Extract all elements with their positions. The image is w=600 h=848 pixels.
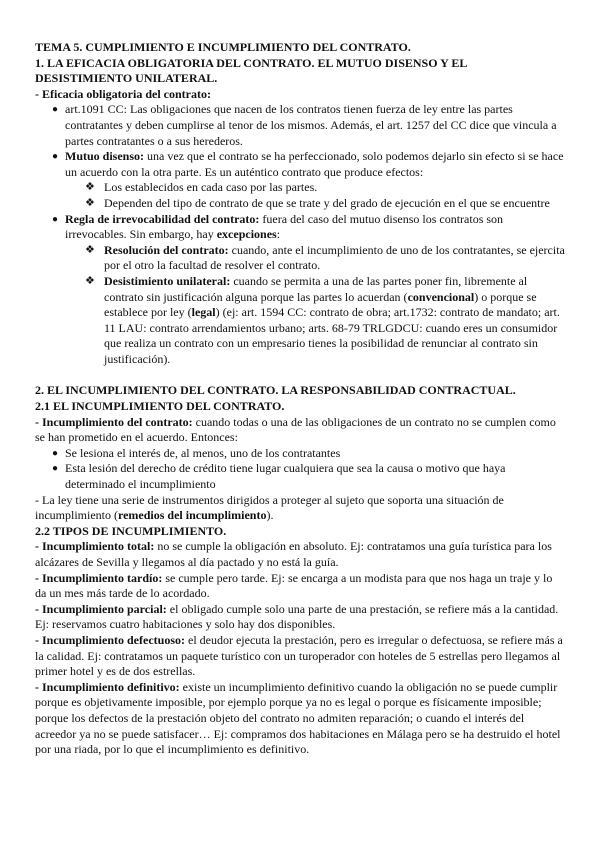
resolucion-text: cuando, ante el incumplimiento de uno de los contratantes, se ejercita por el otro la facultad de resolver el contrato. <box>104 242 565 273</box>
irrevocabilidad-label: Regla de irrevocabilidad del contrato: <box>65 211 260 226</box>
mutuo-disenso-text: una vez que el contrato se ha perfeccionado, solo podemos dejarlo sin efecto si se hace un acuerdo con la otra parte. Es un auténtico contrato que produce efectos: <box>65 149 564 179</box>
section-2-1-heading: 2.1 EL INCUMPLIMIENTO DEL CONTRATO. <box>35 399 285 414</box>
section-spacer <box>35 367 565 383</box>
mutuo-disenso-label: Mutuo disenso: <box>65 149 145 164</box>
ley-text: - La ley tiene una serie de instrumentos dirigidos a proteger al sujeto que soporta una situación de incumplimiento ( <box>35 492 504 523</box>
section-1-heading: 1. LA EFICACIA OBLIGATORIA DEL CONTRATO. EL MUTUO DISENSO Y EL DESISTIMIENTO UNILATERAL. <box>35 55 467 86</box>
parcial-label: - Incumplimiento parcial: <box>35 601 167 616</box>
total-text: no se cumple la obligación en absoluto. Ej: contratamos una guía turística para los alcázares de Sevilla y llegamos al día pactado y no está la guía. <box>35 539 552 569</box>
sub-list-item <box>35 180 565 196</box>
diamond-bullet-icon: ❖ <box>85 196 95 209</box>
list-item-text: Esta lesión del derecho de crédito tiene lugar cualquiera que sea la causa o motivo que haya determinado el incumplimiento <box>65 461 506 492</box>
incumplimiento-text: cuando todas o una de las obligaciones de un contrato no se cumplen como se han prometido en el acuerdo. Entonces: <box>35 414 556 445</box>
convencional-bold: convencional <box>407 289 475 304</box>
incumplimiento-label: - Incumplimiento del contrato: <box>35 414 193 429</box>
legal-bold: legal <box>191 305 216 320</box>
bullet-icon: ● <box>52 447 59 459</box>
tipo-parcial-paragraph <box>35 602 565 633</box>
bullet-icon: ● <box>52 104 59 116</box>
ley-end-text: ). <box>266 508 274 523</box>
sub-list-item <box>35 243 565 274</box>
eficacia-list <box>35 102 565 367</box>
section-2-heading: 2. EL INCUMPLIMIENTO DEL CONTRATO. LA RESPONSABILIDAD CONTRACTUAL. <box>35 383 516 398</box>
list-item <box>35 102 565 149</box>
irrevocabilidad-text: fuera del caso del mutuo disenso los contratos son irrevocables. Sin embargo, hay <box>65 211 504 242</box>
tipo-definitivo-paragraph <box>35 680 565 758</box>
diamond-bullet-icon: ❖ <box>85 181 95 194</box>
eficacia-label-paragraph <box>35 87 565 103</box>
excepciones-sublist <box>35 243 565 368</box>
document-title: TEMA 5. CUMPLIMIENTO E INCUMPLIMIENTO DEL CONTRATO. <box>35 40 411 54</box>
bullet-icon: ● <box>52 151 59 163</box>
desistimiento-text-1: cuando se permita a una de las partes poner fin, libremente al contrato sin justificación alguna porque las partes lo acuerdan ( <box>104 273 528 304</box>
section-2-2-heading: 2.2 TIPOS DE INCUMPLIMIENTO. <box>35 523 227 538</box>
sub-list-item <box>35 274 565 368</box>
defectuoso-label: - Incumplimiento defectuoso: <box>35 632 185 647</box>
excepciones-bold: excepciones <box>216 227 277 242</box>
tipo-tardio-paragraph <box>35 571 565 602</box>
desistimiento-text-3: ) (ej: art. 1594 CC: contrato de obra; art.1732: contrato de mandato; art. 11 LAU: contrato arrendamientos urbano; arts. 68-79 TRLGDCU: cuando eres un consumidor que realiza un contrato con un empresario tienes la posibilidad de renunciar al contrato sin justificación). <box>104 305 560 366</box>
defectuoso-text: el deudor ejecuta la prestación, pero es irregular o defectuosa, se refiere más a la calidad. Ej: contratamos un paquete turístico con un turoperador con hoteles de 5 estrellas pero llegamos al primer hotel y es de dos estrellas. <box>35 632 563 679</box>
incumplimiento-list <box>35 446 565 493</box>
desistimiento-text-2: ) o porque se establece por ley ( <box>104 289 537 320</box>
desistimiento-label: Desistimiento unilateral: <box>104 273 231 288</box>
definitivo-text: existe un incumplimiento definitivo cuando la obligación no se puede cumplir porque es objetivamente imposible, por ejemplo porque ya no es legal o porque es físicamente imposible; porque los defectos de la prestación objeto del contrato no admiten reparación; o cuando el interés del acreedor ya no se puede satisfacer… Ej: compramos dos habitaciones en Málaga pero se ha destruido el hotel por una riada, por lo que el incumplimiento es definitivo. <box>35 679 561 757</box>
remedios-paragraph <box>35 493 565 524</box>
incumplimiento-paragraph <box>35 415 565 446</box>
list-item <box>35 149 565 211</box>
diamond-bullet-icon: ❖ <box>85 274 95 287</box>
total-label: - Incumplimiento total: <box>35 539 155 554</box>
colon-text: : <box>276 227 281 242</box>
remedios-bold: remedios del incumplimiento <box>118 508 267 523</box>
eficacia-label: - Eficacia obligatoria del contrato: <box>35 86 211 101</box>
sub-item-text: Dependen del tipo de contrato de que se trate y del grado de ejecución en el que se encuentre <box>104 195 550 210</box>
document-page <box>35 40 565 758</box>
bullet-icon: ● <box>52 213 59 225</box>
resolucion-label: Resolución del contrato: <box>104 242 229 257</box>
definitivo-label: - Incumplimiento definitivo: <box>35 679 180 694</box>
sub-list-item <box>35 196 565 212</box>
tardio-label: - Incumplimiento tardío: <box>35 570 163 585</box>
sub-item-text: Los establecidos en cada caso por las partes. <box>104 180 318 195</box>
mutuo-disenso-sublist <box>35 180 565 211</box>
list-item <box>35 446 565 462</box>
list-item <box>35 212 565 368</box>
tipo-defectuoso-paragraph <box>35 633 565 680</box>
diamond-bullet-icon: ❖ <box>85 243 95 256</box>
tardio-text: se cumple pero tarde. Ej: se encarga a un modista para que nos haga un traje y lo da un mes más tarde de lo acordado. <box>35 570 553 601</box>
tipo-total-paragraph <box>35 539 565 570</box>
bullet-icon: ● <box>52 463 59 475</box>
list-item <box>35 461 565 492</box>
list-item-text: Se lesiona el interés de, al menos, uno de los contratantes <box>65 445 341 460</box>
parcial-text: el obligado cumple solo una parte de una prestación, se refiere más a la cantidad. Ej: reservamos cuatro habitaciones y solo hay dos disponibles. <box>35 601 559 632</box>
art-1091-text: art.1091 CC: Las obligaciones que nacen de los contratos tienen fuerza de ley entre las partes contratantes y deben cumplirse al tenor de los mismos. Además, el art. 1257 del CC dice que vincula a partes contratantes o a sus herederos. <box>65 102 557 148</box>
